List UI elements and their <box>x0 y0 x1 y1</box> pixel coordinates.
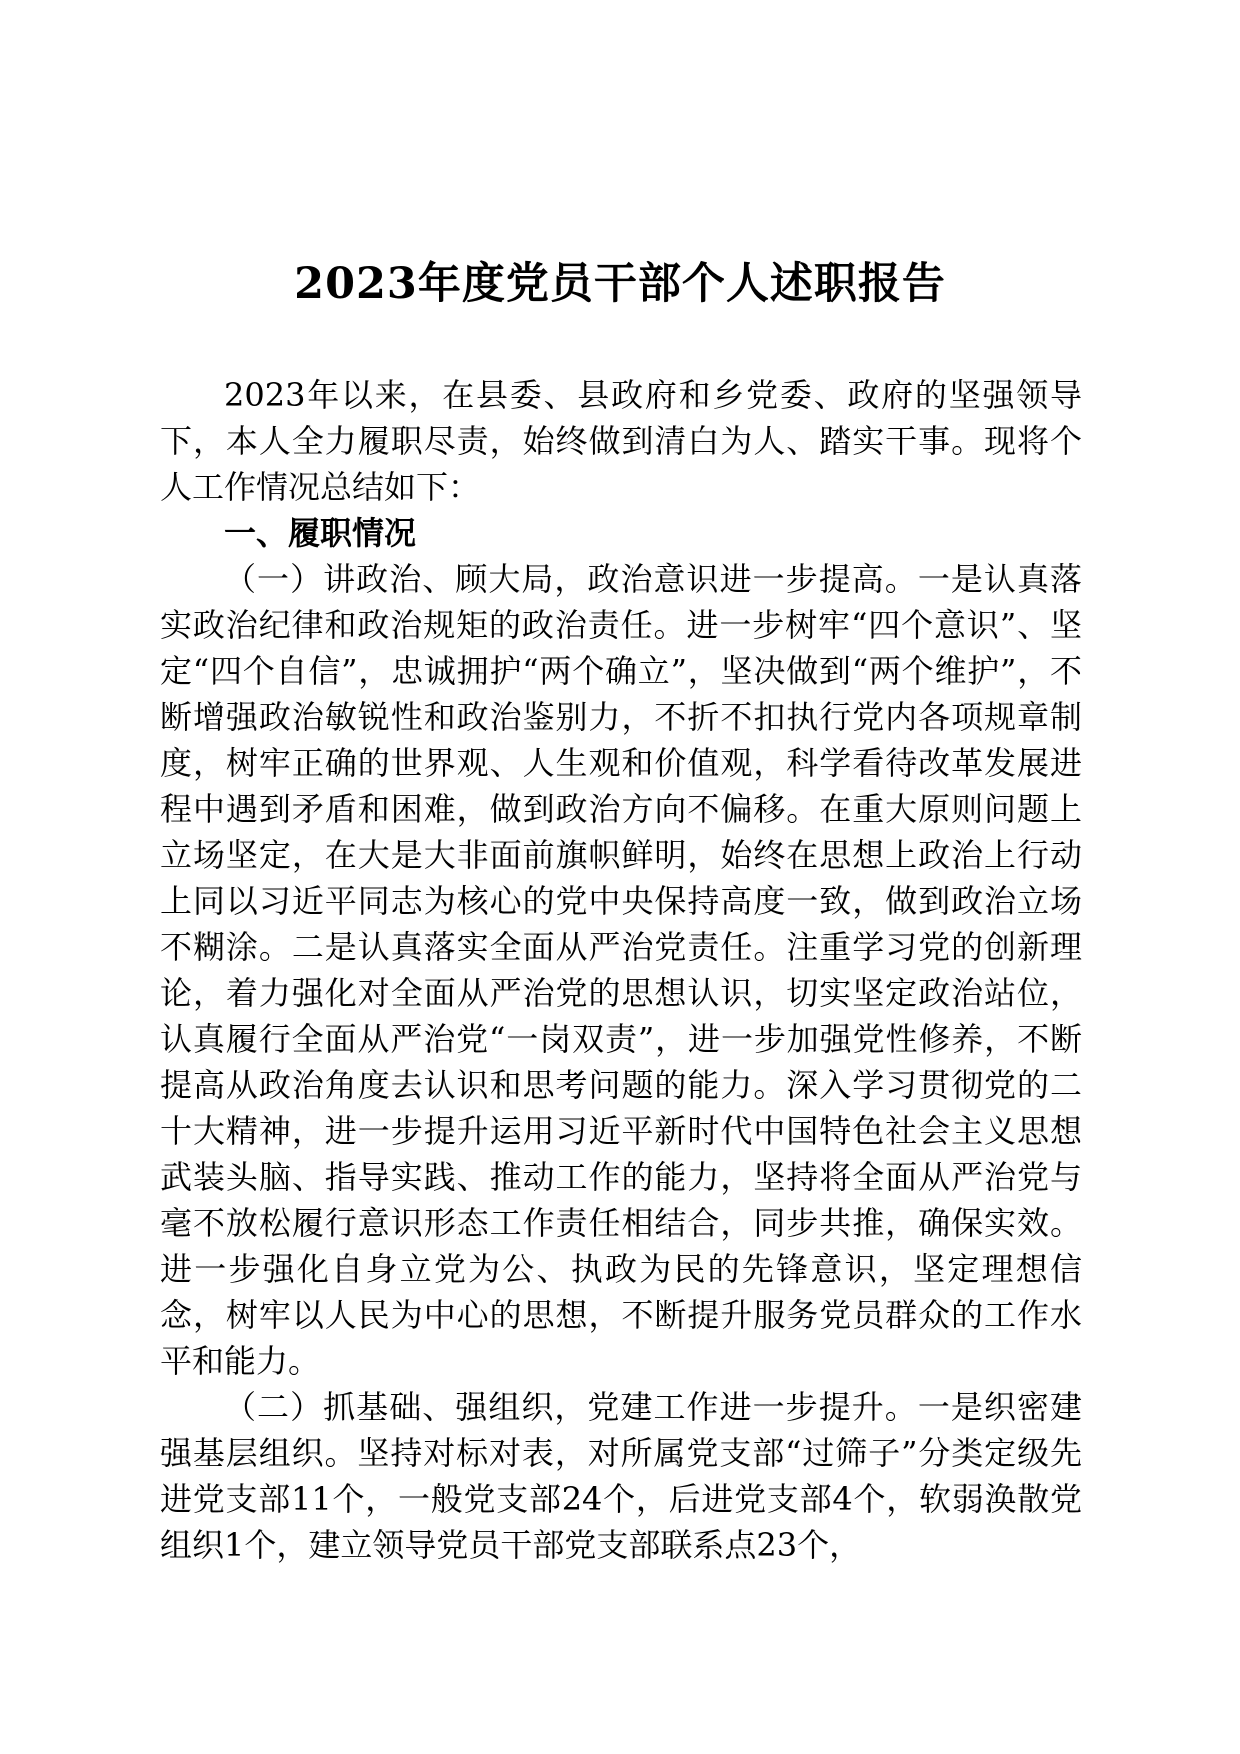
document-title: 2023年度党员干部个人述职报告 <box>294 259 946 309</box>
intro-paragraph: 2023年以来，在县委、县政府和乡党委、政府的坚强领导下，本人全力履职尽责，始终做到清白为人、踏实干事。现将个人工作情况总结如下： <box>160 376 1082 506</box>
section-heading-performance: 一、履职情况 <box>224 514 417 552</box>
paragraph-party-building: （二）抓基础、强组织，党建工作进一步提升。一是织密建强基层组织。坚持对标对表，对所属党支部“过筛子”分类定级先进党支部11个，一般党支部24个，后进党支部4个，软弱涣散党组织1个，建立领导党员干部党支部联系点23个， <box>160 1388 1082 1564</box>
document-body <box>160 372 1082 1568</box>
paragraph-political-awareness: （一）讲政治、顾大局，政治意识进一步提高。一是认真落实政治纪律和政治规矩的政治责任。进一步树牢“四个意识”、坚定“四个自信”，忠诚拥护“两个确立”，坚决做到“两个维护”，不断增强政治敏锐性和政治鉴别力，不折不扣执行党内各项规章制度，树牢正确的世界观、人生观和价值观，科学看待改革发展进程中遇到矛盾和困难，做到政治方向不偏移。在重大原则问题上立场坚定，在大是大非面前旗帜鲜明，始终在思想上政治上行动上同以习近平同志为核心的党中央保持高度一致，做到政治立场不糊涂。二是认真落实全面从严治党责任。注重学习党的创新理论，着力强化对全面从严治党的思想认识，切实坚定政治站位，认真履行全面从严治党“一岗双责”，进一步加强党性修养，不断提高从政治角度去认识和思考问题的能力。深入学习贯彻党的二十大精神，进一步提升运用习近平新时代中国特色社会主义思想武装头脑、指导实践、推动工作的能力，坚持将全面从严治党与毫不放松履行意识形态工作责任相结合，同步共推，确保实效。进一步强化自身立党为公、执政为民的先锋意识，坚定理想信念，树牢以人民为中心的思想，不断提升服务党员群众的工作水平和能力。 <box>160 560 1082 1380</box>
